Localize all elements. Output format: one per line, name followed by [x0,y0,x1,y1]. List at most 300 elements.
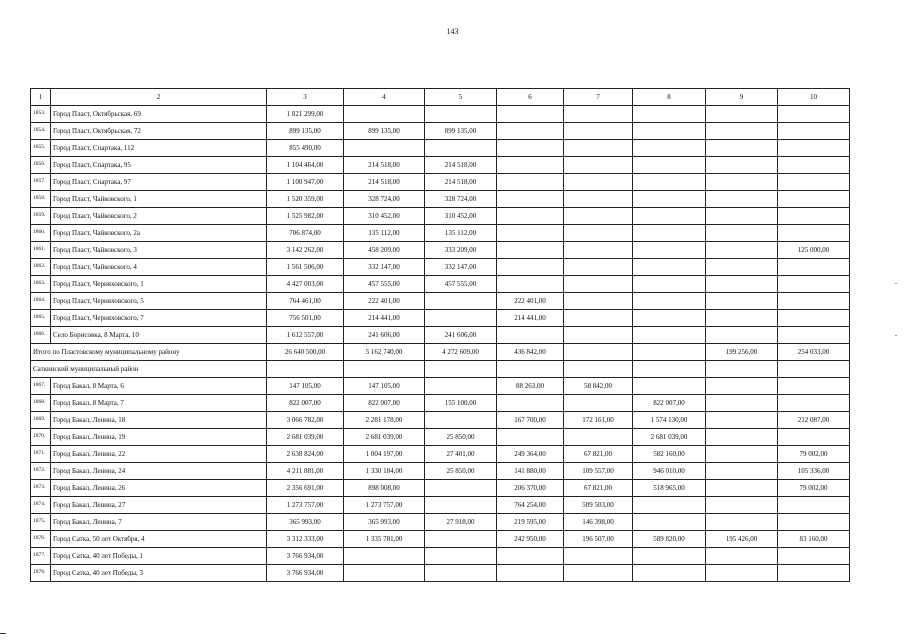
address-cell: Город Бакал, Ленина, 24 [51,463,267,480]
value-cell [706,174,778,191]
value-cell [633,327,706,344]
address-cell: Город Бакал, Ленина, 19 [51,429,267,446]
value-cell [706,157,778,174]
table-row [31,225,850,242]
total-value-cell: 199 256,00 [706,344,778,361]
row-number-cell: 1867. [31,378,51,395]
column-header: 6 [497,89,564,106]
value-cell: 206 370,00 [497,480,564,497]
value-cell [706,106,778,123]
address-cell: Город Бакал, Ленина, 22 [51,446,267,463]
value-cell [425,310,497,327]
value-cell [706,327,778,344]
value-cell: 1 821 299,00 [267,106,344,123]
total-value-cell: 436 842,00 [497,344,564,361]
address-cell: Город Пласт, Октябрьская, 69 [51,106,267,123]
value-cell [778,157,850,174]
value-cell [497,259,564,276]
value-cell: 214 441,00 [344,310,425,327]
table-body [31,89,850,582]
table-row [31,174,850,191]
address-cell: Город Пласт, Спартака, 97 [51,174,267,191]
row-number-cell: 1866. [31,327,51,344]
value-cell [778,395,850,412]
value-cell [497,565,564,582]
table-row [31,378,850,395]
value-cell: 135 112,00 [344,225,425,242]
total-value-cell [633,344,706,361]
value-cell: 946 010,00 [633,463,706,480]
value-cell [633,242,706,259]
value-cell [633,208,706,225]
value-cell: 458 209,00 [344,242,425,259]
value-cell [778,191,850,208]
scan-mark [895,335,897,336]
empty-cell [267,361,344,378]
value-cell: 125 000,00 [778,242,850,259]
address-cell: Город Пласт, Чайковского, 2а [51,225,267,242]
value-cell [497,327,564,344]
value-cell [778,208,850,225]
value-cell [564,548,633,565]
row-number-cell: 1861. [31,242,51,259]
value-cell: 822 007,00 [633,395,706,412]
value-cell: 3 142 262,00 [267,242,344,259]
value-cell [778,225,850,242]
row-number-cell: 1855. [31,140,51,157]
value-cell: 332 147,00 [344,259,425,276]
value-cell [633,259,706,276]
value-cell: 105 336,00 [778,463,850,480]
value-cell: 214 518,00 [344,157,425,174]
value-cell: 1 273 757,00 [344,497,425,514]
value-cell: 2 681 039,00 [267,429,344,446]
value-cell: 27 918,00 [425,514,497,531]
value-cell [633,157,706,174]
row-number-cell: 1876. [31,531,51,548]
value-cell: 27 401,00 [425,446,497,463]
column-header: 8 [633,89,706,106]
value-cell: 3 066 782,00 [267,412,344,429]
value-cell [633,140,706,157]
scan-artifact [0,633,6,634]
address-cell: Город Пласт, Чайковского, 3 [51,242,267,259]
address-cell: Город Бакал, Ленина, 26 [51,480,267,497]
value-cell [425,106,497,123]
address-cell: Город Пласт, Чайковского, 2 [51,208,267,225]
value-cell: 219 595,00 [497,514,564,531]
value-cell [778,174,850,191]
address-cell: Город Бакал, 8 Марта, 6 [51,378,267,395]
value-cell [564,106,633,123]
row-number-cell: 1873. [31,480,51,497]
value-cell [564,565,633,582]
value-cell: 2 356 691,00 [267,480,344,497]
value-cell [425,497,497,514]
value-cell: 899 135,00 [425,123,497,140]
value-cell [778,310,850,327]
value-cell: 214 441,00 [497,310,564,327]
address-cell: Город Пласт, Чайковского, 1 [51,191,267,208]
value-cell: 328 724,00 [425,191,497,208]
address-cell: Город Бакал, Ленина, 7 [51,514,267,531]
value-cell: 1 335 781,00 [344,531,425,548]
value-cell [778,259,850,276]
value-cell [497,191,564,208]
value-cell: 899 135,00 [267,123,344,140]
value-cell: 855 490,00 [267,140,344,157]
value-cell [425,378,497,395]
column-header: 7 [564,89,633,106]
value-cell [778,327,850,344]
row-number-cell: 1869. [31,412,51,429]
value-cell [706,412,778,429]
table-row [31,446,850,463]
value-cell: 242 950,00 [497,531,564,548]
value-cell: 518 965,00 [633,480,706,497]
value-cell: 899 135,00 [344,123,425,140]
value-cell [706,140,778,157]
address-cell: Город Пласт, Черняховского, 5 [51,293,267,310]
value-cell: 1 574 130,00 [633,412,706,429]
value-cell: 196 507,00 [564,531,633,548]
value-cell [778,548,850,565]
address-cell: Город Бакал, Ленина, 18 [51,412,267,429]
column-header: 10 [778,89,850,106]
value-cell [706,565,778,582]
value-cell [344,565,425,582]
table-row [31,497,850,514]
value-cell: 67 821,00 [564,480,633,497]
value-cell [497,123,564,140]
value-cell [706,242,778,259]
value-cell [344,548,425,565]
row-number-cell: 1853. [31,106,51,123]
value-cell: 3 312 333,00 [267,531,344,548]
value-cell [564,310,633,327]
address-cell: Город Пласт, Спартака, 112 [51,140,267,157]
table-row [31,480,850,497]
value-cell [778,429,850,446]
value-cell [778,276,850,293]
value-cell [564,157,633,174]
value-cell: 167 700,00 [497,412,564,429]
address-cell: Город Сатка, 40 лет Победы, 3 [51,565,267,582]
value-cell: 333 209,00 [425,242,497,259]
value-cell [425,531,497,548]
table-row [31,191,850,208]
value-cell: 109 557,00 [564,463,633,480]
value-cell: 222 401,00 [344,293,425,310]
value-cell [564,276,633,293]
value-cell [633,310,706,327]
value-cell: 310 452,00 [344,208,425,225]
value-cell [778,293,850,310]
value-cell: 195 426,00 [706,531,778,548]
value-cell: 3 766 934,00 [267,565,344,582]
value-cell [425,293,497,310]
total-value-cell [564,344,633,361]
value-cell [633,378,706,395]
value-cell: 147 105,00 [267,378,344,395]
column-header: 2 [51,89,267,106]
row-number-cell: 1858. [31,191,51,208]
value-cell: 1 520 359,00 [267,191,344,208]
empty-cell [425,361,497,378]
value-cell [778,565,850,582]
empty-cell [564,361,633,378]
value-cell [633,514,706,531]
column-number-header-row [31,89,850,106]
empty-cell [633,361,706,378]
row-number-cell: 1874. [31,497,51,514]
value-cell: 2 281 178,00 [344,412,425,429]
row-number-cell: 1872. [31,463,51,480]
value-cell [706,497,778,514]
value-cell [706,276,778,293]
scan-mark [895,283,897,284]
value-cell: 83 160,00 [778,531,850,548]
value-cell: 822 007,00 [344,395,425,412]
value-cell [706,293,778,310]
value-cell [706,480,778,497]
row-number-cell: 1862. [31,259,51,276]
value-cell [497,429,564,446]
value-cell [633,174,706,191]
value-cell: 25 850,00 [425,429,497,446]
value-cell [706,259,778,276]
value-cell [706,446,778,463]
value-cell [706,548,778,565]
table-row [31,548,850,565]
address-cell: Город Пласт, Октябрьская, 72 [51,123,267,140]
value-cell: 756 501,00 [267,310,344,327]
value-cell: 764 461,00 [267,293,344,310]
value-cell [778,123,850,140]
value-cell: 1 561 506,00 [267,259,344,276]
value-cell: 2 638 824,00 [267,446,344,463]
value-cell [564,174,633,191]
empty-cell [778,361,850,378]
value-cell: 1 004 197,00 [344,446,425,463]
value-cell: 2 681 039,00 [633,429,706,446]
value-cell [564,327,633,344]
value-cell: 1 525 982,00 [267,208,344,225]
value-cell [425,412,497,429]
value-cell [497,548,564,565]
value-cell [633,276,706,293]
value-cell [778,514,850,531]
address-cell: Город Бакал, Ленина, 27 [51,497,267,514]
row-number-cell: 1868. [31,395,51,412]
value-cell [425,480,497,497]
address-cell: Город Пласт, Черняховского, 7 [51,310,267,327]
total-value-cell: 254 033,00 [778,344,850,361]
row-number-cell: 1857. [31,174,51,191]
total-row [31,344,850,361]
value-cell: 58 842,00 [564,378,633,395]
value-cell: 1 104 464,00 [267,157,344,174]
value-cell [564,242,633,259]
row-number-cell: 1875. [31,514,51,531]
value-cell [633,123,706,140]
value-cell: 79 002,00 [778,446,850,463]
value-cell [706,463,778,480]
total-value-cell: 4 272 609,00 [425,344,497,361]
total-value-cell: 26 640 500,00 [267,344,344,361]
value-cell: 3 766 934,00 [267,548,344,565]
value-cell [425,548,497,565]
value-cell [344,106,425,123]
value-cell: 79 002,00 [778,480,850,497]
value-cell [706,208,778,225]
value-cell [706,378,778,395]
value-cell [425,140,497,157]
table-row [31,140,850,157]
value-cell: 1 612 557,00 [267,327,344,344]
address-cell: Город Сатка, 50 лет Октября, 4 [51,531,267,548]
column-header: 1 [31,89,51,106]
table-row [31,157,850,174]
register-table [30,88,850,582]
value-cell: 4 427 003,00 [267,276,344,293]
value-cell [633,497,706,514]
empty-cell [706,361,778,378]
row-number-cell: 1870. [31,429,51,446]
value-cell [497,225,564,242]
table-row [31,429,850,446]
value-cell [497,395,564,412]
column-header: 3 [267,89,344,106]
value-cell: 146 398,00 [564,514,633,531]
value-cell [564,395,633,412]
value-cell [706,310,778,327]
value-cell: 457 555,00 [344,276,425,293]
address-cell: Село Борисовка, 8 Марта, 10 [51,327,267,344]
table-row [31,395,850,412]
page-number: 143 [446,27,459,36]
table-row [31,310,850,327]
table-row [31,259,850,276]
value-cell [564,225,633,242]
value-cell [706,225,778,242]
empty-cell [344,361,425,378]
value-cell [706,395,778,412]
table-row [31,514,850,531]
value-cell: 1 330 184,00 [344,463,425,480]
value-cell [425,565,497,582]
section-row [31,361,850,378]
table-row [31,208,850,225]
value-cell [497,106,564,123]
row-number-cell: 1863. [31,276,51,293]
value-cell: 214 518,00 [344,174,425,191]
value-cell: 2 681 039,00 [344,429,425,446]
table-row [31,463,850,480]
table-row [31,412,850,429]
table-row [31,106,850,123]
table-row [31,276,850,293]
table-row [31,327,850,344]
row-number-cell: 1871. [31,446,51,463]
value-cell: 172 161,00 [564,412,633,429]
column-header: 9 [706,89,778,106]
column-header: 5 [425,89,497,106]
empty-cell [497,361,564,378]
value-cell [564,259,633,276]
value-cell: 457 555,00 [425,276,497,293]
row-number-cell: 1856. [31,157,51,174]
value-cell: 88 263,00 [497,378,564,395]
value-cell: 135 112,00 [425,225,497,242]
table-row [31,531,850,548]
table-row [31,242,850,259]
value-cell [564,123,633,140]
value-cell [633,191,706,208]
value-cell: 214 518,00 [425,174,497,191]
value-cell [778,140,850,157]
value-cell [497,242,564,259]
value-cell [633,225,706,242]
value-cell: 1 100 947,00 [267,174,344,191]
value-cell [564,293,633,310]
value-cell: 1 273 757,00 [267,497,344,514]
value-cell [706,514,778,531]
row-number-cell: 1854. [31,123,51,140]
address-cell: Город Сатка, 40 лет Победы, 1 [51,548,267,565]
table-row [31,293,850,310]
value-cell: 310 452,00 [425,208,497,225]
value-cell: 365 993,00 [344,514,425,531]
value-cell: 328 724,00 [344,191,425,208]
value-cell: 25 850,00 [425,463,497,480]
value-cell: 155 100,00 [425,395,497,412]
row-number-cell: 1859. [31,208,51,225]
value-cell: 509 503,00 [564,497,633,514]
value-cell [564,429,633,446]
value-cell: 67 821,00 [564,446,633,463]
value-cell [564,191,633,208]
value-cell: 332 147,00 [425,259,497,276]
value-cell [344,140,425,157]
value-cell: 214 518,00 [425,157,497,174]
value-cell: 241 606,00 [425,327,497,344]
value-cell [633,106,706,123]
value-cell: 898 008,00 [344,480,425,497]
value-cell: 706 874,00 [267,225,344,242]
address-cell: Город Пласт, Чайковского, 4 [51,259,267,276]
row-number-cell: 1877. [31,548,51,565]
column-header: 4 [344,89,425,106]
table-row [31,123,850,140]
address-cell: Город Пласт, Черняховского, 1 [51,276,267,293]
value-cell [497,140,564,157]
value-cell [778,497,850,514]
row-number-cell: 1865. [31,310,51,327]
value-cell [497,276,564,293]
value-cell: 365 993,00 [267,514,344,531]
total-label: Итого по Пластовскому муниципальному району [31,344,267,361]
value-cell: 212 087,00 [778,412,850,429]
value-cell: 589 820,00 [633,531,706,548]
value-cell: 249 364,00 [497,446,564,463]
value-cell: 764 254,00 [497,497,564,514]
value-cell: 582 160,00 [633,446,706,463]
row-number-cell: 1860. [31,225,51,242]
value-cell [633,548,706,565]
row-number-cell: 1864. [31,293,51,310]
value-cell [706,123,778,140]
